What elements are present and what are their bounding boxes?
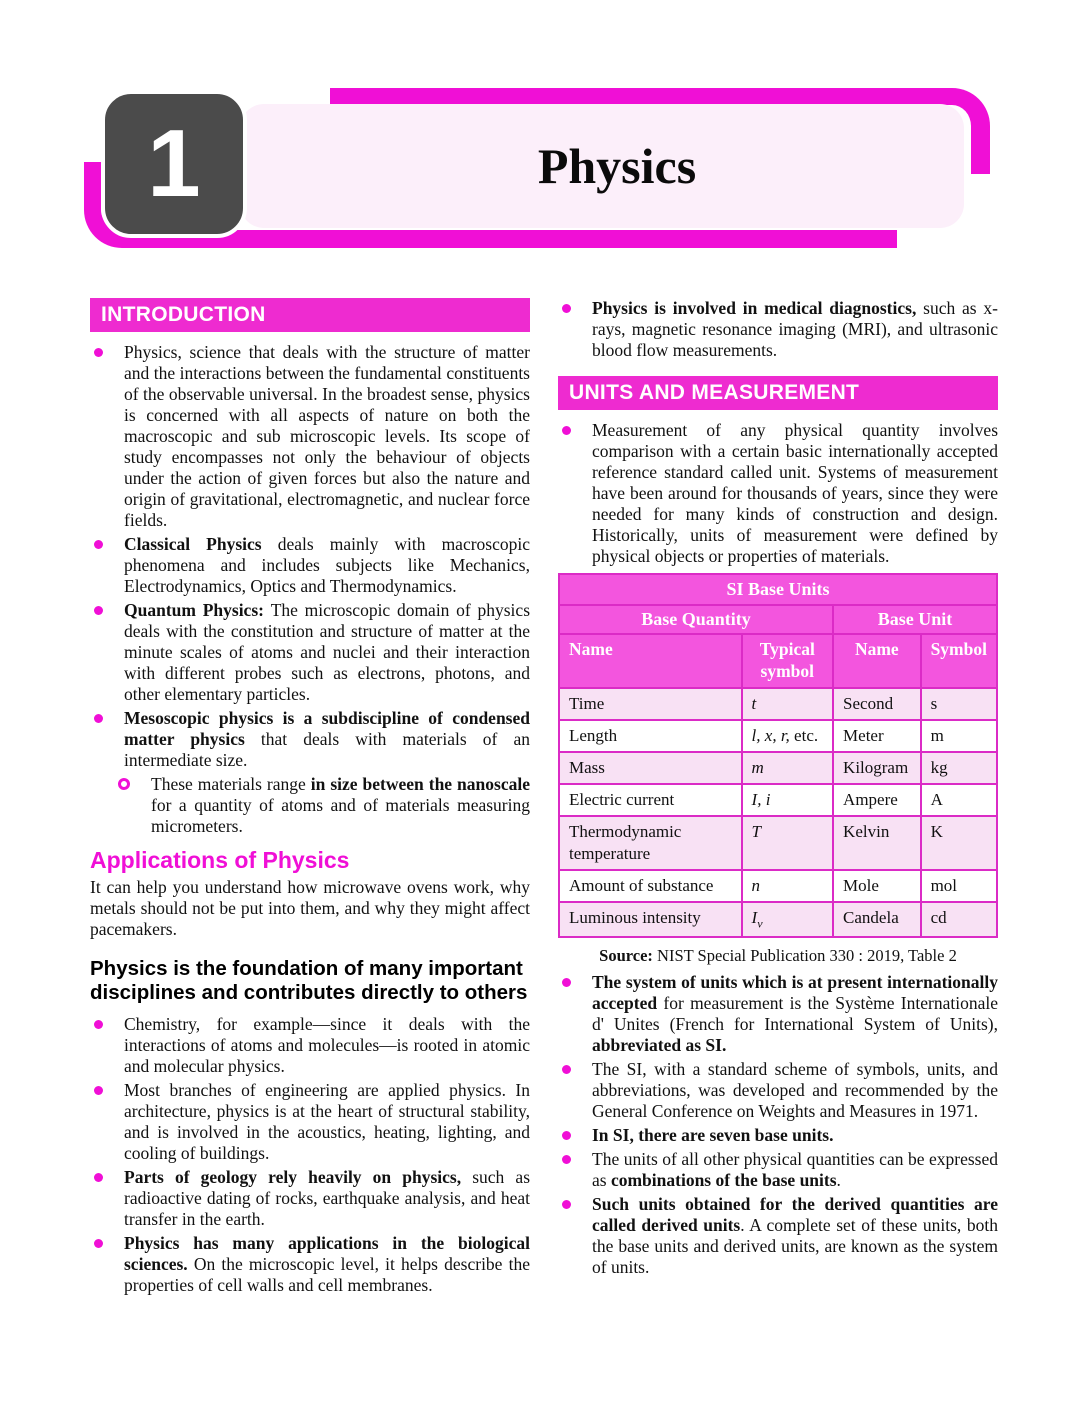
sub-bullet-text: These materials range in size between the nanoscale for a quantity of atoms and of materials measuring micrometers. xyxy=(151,774,530,836)
list-item xyxy=(90,1167,530,1230)
bullet-dot-icon xyxy=(94,1239,103,1248)
bullet-dot-icon xyxy=(562,1065,571,1074)
bullet-text: Such units obtained for the derived quantities are called derived units. A complete set of these units, both the base units and derived units, are known as the system of units. xyxy=(592,1194,999,1278)
bullet-text: Physics has many applications in the biological sciences. On the microscopic level, it helps describe the properties of cell walls and cell membranes. xyxy=(124,1233,530,1296)
group-header-base-unit: Base Unit xyxy=(833,605,997,634)
measurement-list xyxy=(558,420,998,567)
table-source xyxy=(558,945,998,966)
bullet-dot-icon xyxy=(562,1155,571,1164)
bullet-text: Mesoscopic physics is a subdiscipline of condensed matter physics that deals with materials of an intermediate size. xyxy=(124,708,530,770)
table-cell: Mole xyxy=(833,870,921,902)
bullet-text: Parts of geology rely heavily on physics, such as radioactive dating of rocks, earthquake analysis, and heat transfer in the earth. xyxy=(124,1167,531,1230)
chapter-title: Physics xyxy=(537,138,697,194)
bullet-text: In SI, there are seven base units. xyxy=(592,1125,834,1146)
si-base-units-table xyxy=(558,573,998,938)
group-header-base-quantity: Base Quantity xyxy=(559,605,833,634)
table-body xyxy=(559,688,997,938)
table-cell: K xyxy=(921,816,997,870)
chapter-number-box xyxy=(101,90,247,238)
table-cell: Time xyxy=(559,688,742,720)
bullet-ring-icon xyxy=(118,778,130,790)
list-item xyxy=(90,1014,530,1077)
table-cell: $I_v$ xyxy=(742,902,834,937)
bullet-text: The units of all other physical quantities can be expressed as combinations of the base units. xyxy=(592,1149,998,1191)
list-item xyxy=(558,1194,998,1278)
table-cell: s xyxy=(921,688,997,720)
bullet-dot-icon xyxy=(562,426,571,435)
bullet-dot-icon xyxy=(94,348,103,357)
column-header-unit-name: Name xyxy=(833,634,921,688)
list-item xyxy=(90,1080,530,1164)
table-cell: Second xyxy=(833,688,921,720)
column-header-typical-symbol: Typical symbol xyxy=(742,634,834,688)
chapter-title-banner xyxy=(240,104,964,228)
table-cell: mol xyxy=(921,870,997,902)
bullet-text: Quantum Physics: The microscopic domain of physics deals with the constitution and structure of matter at the minute scales of atoms and nuclei and their interaction with different probes such as electrons, photons, and other elementary particles. xyxy=(124,600,531,704)
table-row xyxy=(559,720,997,752)
list-item xyxy=(90,1233,530,1296)
foundation-list xyxy=(90,1014,530,1296)
section-header-introduction: INTRODUCTION xyxy=(90,298,530,332)
bullet-dot-icon xyxy=(94,1020,103,1029)
table-group-header-row xyxy=(559,605,997,634)
table-row xyxy=(559,870,997,902)
table-cell: Kilogram xyxy=(833,752,921,784)
bullet-dot-icon xyxy=(94,1173,103,1182)
table-column-header-row xyxy=(559,634,997,688)
table-cell: Meter xyxy=(833,720,921,752)
bullet-dot-icon xyxy=(94,1086,103,1095)
right-column xyxy=(558,298,998,1299)
applications-heading: Applications of Physics xyxy=(90,847,350,873)
chapter-number: 1 xyxy=(147,110,201,217)
table-row xyxy=(559,902,997,937)
list-item xyxy=(90,708,530,771)
table-title: SI Base Units xyxy=(559,574,997,605)
table-cell: Luminous intensity xyxy=(559,902,742,937)
left-column xyxy=(90,298,530,1299)
table-row xyxy=(559,816,997,870)
bullet-text: The system of units which is at present internationally accepted for measurement is the Système Internationale d' Unites (French for International System of Units), abbreviated as SI. xyxy=(592,972,998,1056)
sub-list-item xyxy=(90,774,530,837)
table-cell: I, i xyxy=(742,784,834,816)
bullet-dot-icon xyxy=(562,1200,571,1209)
table-cell: cd xyxy=(921,902,997,937)
foundation-heading: Physics is the foundation of many important disciplines and contributes directly to others xyxy=(90,957,528,1005)
list-item xyxy=(558,1125,998,1146)
table-row xyxy=(559,752,997,784)
bullet-dot-icon xyxy=(562,978,571,987)
table-cell: m xyxy=(921,720,997,752)
table-cell: Kelvin xyxy=(833,816,921,870)
list-item xyxy=(558,1059,998,1122)
source-text: NIST Special Publication 330 : 2019, Table 2 xyxy=(652,946,957,966)
bullet-text: Classical Physics deals mainly with macroscopic phenomena and includes subjects like Mechanics, Electrodynamics, Optics and Thermodynamics. xyxy=(124,534,530,596)
list-item xyxy=(90,600,530,705)
bullet-text: Physics, science that deals with the structure of matter and the interactions between the fundamental constituents of the observable universal. In the broadest sense, physics is concerned with all aspects of nature on both the macroscopic and sub microscopic levels. Its scope of study encompasses not only the behaviour of objects under the action of given forces but also the nature and origin of gravitational, electromagnetic, and nuclear force fields. xyxy=(124,342,530,530)
table-cell: Ampere xyxy=(833,784,921,816)
bullet-dot-icon xyxy=(94,540,103,549)
column-header-symbol: Symbol xyxy=(921,634,997,688)
list-item xyxy=(558,298,998,361)
table-cell: l, x, r, etc. xyxy=(742,720,834,752)
table-cell: m xyxy=(742,752,834,784)
table-cell: kg xyxy=(921,752,997,784)
bullet-dot-icon xyxy=(94,714,103,723)
bullet-text: Chemistry, for example—since it deals with the interactions of atoms and molecules—is rooted in atomic and molecular physics. xyxy=(124,1014,530,1077)
table-row xyxy=(559,784,997,816)
table-cell: T xyxy=(742,816,834,870)
source-label: Source: xyxy=(599,946,653,966)
bullet-text: Physics is involved in medical diagnostics, such as x-rays, magnetic resonance imaging (MRI), and ultrasonic blood flow measurements. xyxy=(592,298,999,360)
table-cell: Thermodynamic temperature xyxy=(559,816,742,870)
bullet-text: The SI, with a standard scheme of symbols, units, and abbreviations, was developed and recommended by the General Conference on Weights and Measures in 1971. xyxy=(592,1059,998,1122)
table-cell: Mass xyxy=(559,752,742,784)
bullet-text: Most branches of engineering are applied physics. In architecture, physics is at the heart of structural stability, and is involved in the acoustics, heating, lighting, and cooling of buildings. xyxy=(124,1080,530,1164)
table-cell: A xyxy=(921,784,997,816)
table-cell: t xyxy=(742,688,834,720)
bullet-text: Measurement of any physical quantity involves comparison with a certain basic internationally accepted reference standard called unit. Systems of measurement have been around for thousands of years, since they were needed for many kinds of construction and design. Historically, units of measurement were defined by physical objects or properties of materials. xyxy=(592,420,998,566)
medical-diagnostics-list xyxy=(558,298,998,361)
table-row xyxy=(559,688,997,720)
list-item xyxy=(558,972,998,1056)
chapter-header xyxy=(0,0,1088,270)
si-units-list xyxy=(558,972,998,1278)
introduction-list xyxy=(90,342,530,837)
bullet-dot-icon xyxy=(94,606,103,615)
table-cell: Candela xyxy=(833,902,921,937)
table-cell: Amount of substance xyxy=(559,870,742,902)
table-cell: Electric current xyxy=(559,784,742,816)
bullet-dot-icon xyxy=(562,1131,571,1140)
bullet-dot-icon xyxy=(562,304,571,313)
table-title-row xyxy=(559,574,997,605)
list-item xyxy=(558,420,998,567)
section-header-units: UNITS AND MEASUREMENT xyxy=(558,376,998,410)
list-item xyxy=(558,1149,998,1191)
list-item xyxy=(90,342,530,531)
table-cell: n xyxy=(742,870,834,902)
column-header-name: Name xyxy=(559,634,742,688)
applications-text: It can help you understand how microwave ovens work, why metals should not be put into them, and why they might affect pacemakers. xyxy=(90,877,530,939)
list-item xyxy=(90,534,530,597)
table-cell: Length xyxy=(559,720,742,752)
page-content xyxy=(0,270,1088,1299)
